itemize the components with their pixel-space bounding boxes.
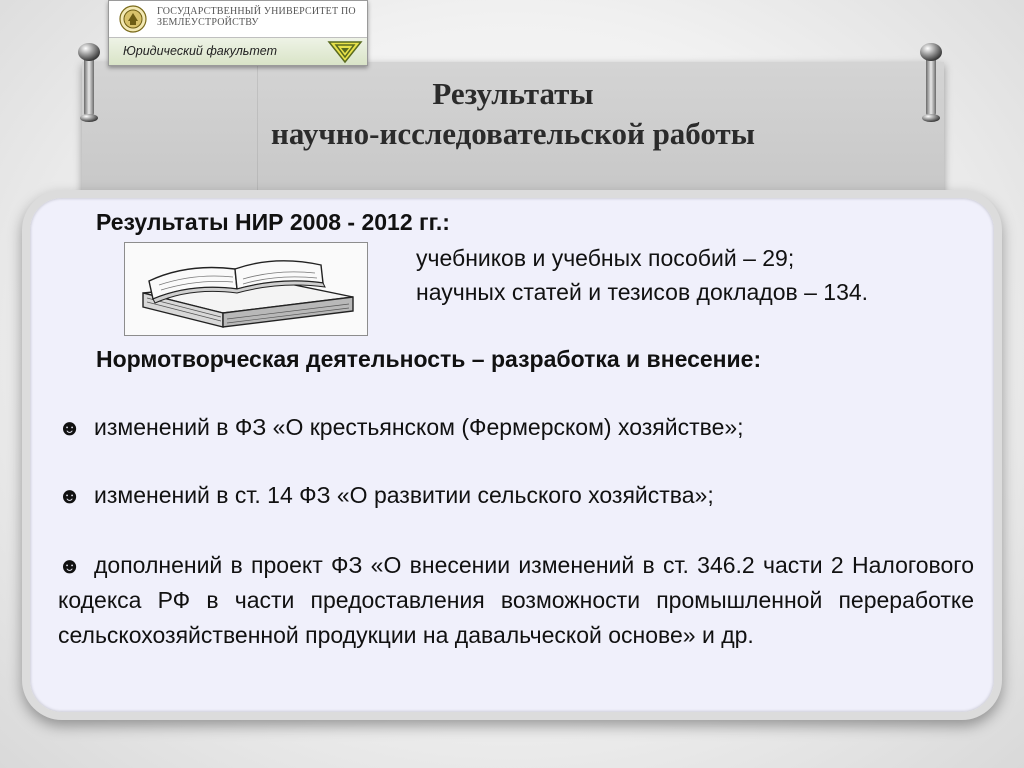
bullet-icon: ☻ — [58, 553, 82, 578]
slide-title — [82, 74, 944, 154]
bullet-icon: ☻ — [58, 483, 82, 508]
university-emblem-icon — [119, 5, 147, 33]
book-illustration — [124, 242, 368, 336]
title-line-2: научно-исследовательской работы — [271, 116, 755, 151]
textbooks-count: учебников и учебных пособий – 29; — [416, 245, 795, 271]
list-item — [58, 413, 744, 442]
title-line-1: Результаты — [432, 76, 594, 111]
results-heading: Результаты НИР 2008 - 2012 гг.: — [96, 209, 450, 235]
logo-top — [109, 1, 367, 38]
list-item-text: изменений в ст. 14 ФЗ «О развитии сельского хозяйства»; — [94, 482, 714, 508]
open-book-illustration — [125, 243, 367, 335]
list-item — [58, 548, 974, 653]
list-item-text: дополнений в проект ФЗ «О внесении изменений в ст. 346.2 части 2 Налогового кодекса РФ в части предоставления возможности промышленной переработке сельскохозяйственной продукции на давальческой основе» и др. — [58, 552, 974, 648]
faculty-emblem-icon — [327, 39, 363, 64]
faculty-label: Юридический факультет — [123, 44, 278, 58]
lawmaking-heading: Нормотворческая деятельность – разработка и внесение: — [96, 346, 762, 372]
faculty-band — [109, 38, 367, 65]
list-item — [58, 481, 714, 510]
university-logo-plate — [108, 0, 368, 66]
bullet-icon: ☻ — [58, 415, 82, 440]
university-name: ГОСУДАРСТВЕННЫЙ УНИВЕРСИТЕТ ПО ЗЕМЛЕУСТРОЙСТВУ — [157, 6, 356, 28]
list-item-text: изменений в ФЗ «О крестьянском (Фермерском) хозяйстве»; — [94, 414, 744, 440]
articles-count: научных статей и тезисов докладов – 134. — [416, 279, 869, 305]
